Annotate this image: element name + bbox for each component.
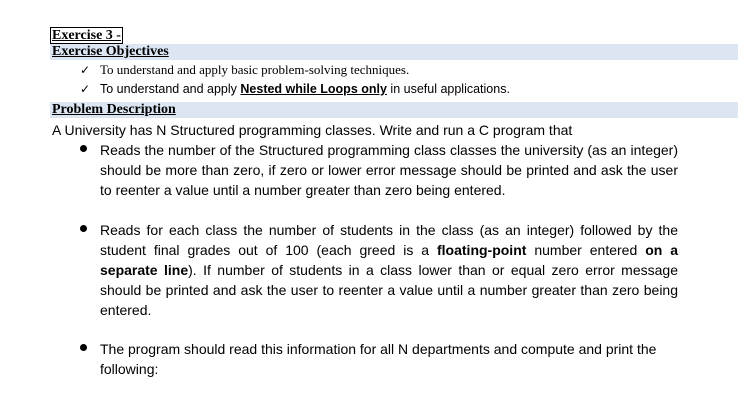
objective-text-suffix: in useful applications. xyxy=(386,82,510,96)
problem-intro: A University has N Structured programming classes. Write and run a C program that xyxy=(52,122,573,138)
problem-heading: Problem Description xyxy=(52,102,176,117)
bullet-bold-text: on a separate line xyxy=(100,242,679,278)
bullet-text-part: Reads for each class the number of students in the class (as an integer) followed by the student final grades out of 100 (each greed is a xyxy=(100,222,678,258)
bullet-icon xyxy=(80,225,87,232)
bullet-icon xyxy=(80,145,87,152)
bullet-icon xyxy=(80,344,87,351)
objectives-heading: Exercise Objectives xyxy=(52,44,169,59)
objective-item xyxy=(80,62,409,78)
bullet-bold-text: floating-point xyxy=(437,242,527,258)
bullet-text: The program should read this information for all N departments and compute and print the following: xyxy=(100,341,657,377)
bullet-text-part: number entered xyxy=(526,242,646,258)
bullet-text-part: ). If number of students in a class lower than or equal zero error message should be printed and ask the user to reenter a value until a number greater than zero being entered. xyxy=(100,262,678,318)
bullet-text xyxy=(100,220,678,320)
objective-text: To understand and apply basic problem-solving techniques. xyxy=(100,62,410,77)
exercise-title: Exercise 3 - xyxy=(52,28,121,43)
checkmark-icon: ✓ xyxy=(80,82,91,96)
checkmark-icon: ✓ xyxy=(80,63,91,77)
objective-item xyxy=(80,81,510,97)
objective-emphasis: Nested while Loops only xyxy=(240,82,387,96)
bullet-text: Reads the number of the Structured programming class classes the university (as an integer) should be more than zero, if zero or lower error message should be printed and ask the user to reenter a value until a number greater than zero being entered. xyxy=(100,142,678,198)
objective-text-prefix: To understand and apply xyxy=(100,82,241,96)
